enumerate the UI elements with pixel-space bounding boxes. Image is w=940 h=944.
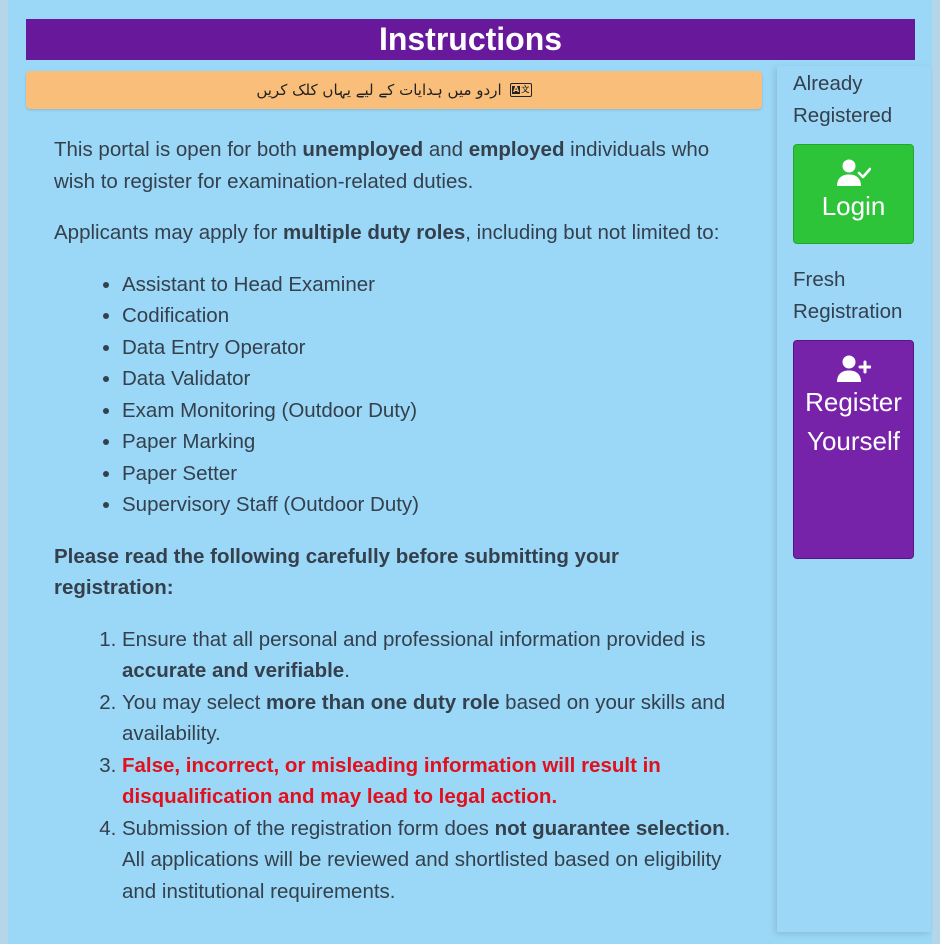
list-item: • Data Entry Operator: [122, 332, 744, 364]
fresh-registration-label: Fresh Registration: [793, 268, 903, 323]
list-item: • Exam Monitoring (Outdoor Duty): [122, 395, 744, 427]
urdu-instructions-button[interactable]: [26, 71, 762, 109]
already-registered-label: Already Registered: [793, 72, 893, 127]
warning-text: False, incorrect, or misleading information will result in disqualification and may lead to legal action.: [122, 753, 661, 808]
list-item: • Assistant to Head Examiner: [122, 269, 744, 301]
notice-heading: Please read the following carefully before submitting your registration:: [54, 544, 620, 599]
urdu-instructions-label: اردو میں ہدایات کے لیے یہاں کلک کریں: [256, 81, 502, 99]
user-plus-icon: [837, 355, 871, 383]
language-icon: A 文: [510, 83, 532, 97]
list-item: 1. Ensure that all personal and professional information provided is accurate and verifiable.: [122, 624, 744, 687]
roles-intro-paragraph: Applicants may apply for multiple duty roles, including but not limited to:: [54, 221, 720, 244]
list-item: • Paper Marking: [122, 426, 744, 458]
list-item: • Paper Setter: [122, 458, 744, 490]
list-item: • Data Validator: [122, 363, 744, 395]
register-label: Register Yourself: [805, 387, 902, 456]
duty-roles-list: [54, 269, 744, 521]
page-title: Instructions: [26, 19, 915, 60]
list-item: • Supervisory Staff (Outdoor Duty): [122, 489, 744, 521]
list-item: • Codification: [122, 300, 744, 332]
registration-rules-list: [54, 624, 744, 908]
list-item: 2. You may select more than one duty role based on your skills and availability.: [122, 687, 744, 750]
user-check-icon: [837, 159, 871, 187]
login-button[interactable]: [793, 144, 914, 244]
list-item: 4. Submission of the registration form does not guarantee selection. All applications will be reviewed and shortlisted based on eligibility and institutional requirements.: [122, 813, 744, 908]
intro-paragraph: This portal is open for both unemployed and employed individuals who wish to register for examination-related duties.: [54, 138, 710, 193]
instructions-content: [54, 134, 744, 907]
list-item: [122, 750, 744, 813]
login-label: Login: [821, 191, 886, 221]
register-button[interactable]: [793, 340, 914, 559]
